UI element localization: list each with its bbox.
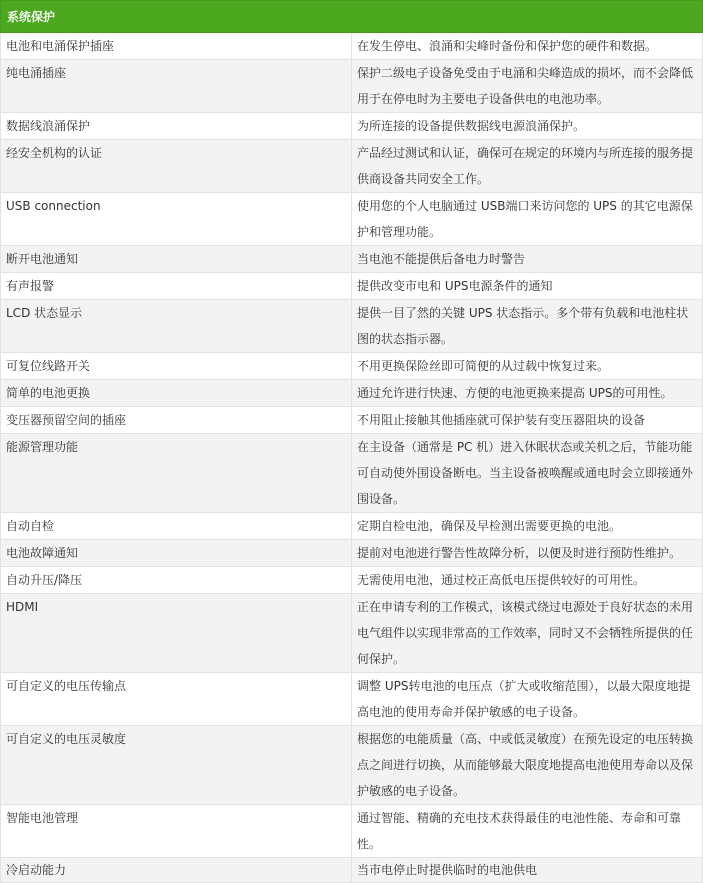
table-row <box>1 567 703 594</box>
feature-name: HDMI <box>1 594 352 673</box>
table-row <box>1 193 703 246</box>
feature-description: 提前对电池进行警告性故障分析，以便及时进行预防性维护。 <box>352 540 703 567</box>
feature-description: 当市电停止时提供临时的电池供电 <box>352 858 703 883</box>
table-row <box>1 540 703 567</box>
feature-name: 变压器预留空间的插座 <box>1 407 352 434</box>
table-row <box>1 858 703 883</box>
feature-description: 定期自检电池，确保及早检测出需要更换的电池。 <box>352 513 703 540</box>
table-row <box>1 353 703 380</box>
table-row <box>1 805 703 858</box>
feature-name: 能源管理功能 <box>1 434 352 513</box>
table-row <box>1 113 703 140</box>
feature-description: 在主设备（通常是 PC 机）进入休眠状态或关机之后，节能功能可自动使外围设备断电。当主设备被唤醒或通电时会立即接通外围设备。 <box>352 434 703 513</box>
feature-description: 正在申请专利的工作模式，该模式绕过电源处于良好状态的未用电气组件以实现非常高的工作效率，同时又不会牺牲所提供的任何保护。 <box>352 594 703 673</box>
feature-name: 电池和电涌保护插座 <box>1 33 352 60</box>
feature-description: 无需使用电池，通过校正高低电压提供较好的可用性。 <box>352 567 703 594</box>
table-row <box>1 380 703 407</box>
table-row <box>1 60 703 113</box>
feature-name: 可自定义的电压灵敏度 <box>1 726 352 805</box>
feature-name: LCD 状态显示 <box>1 300 352 353</box>
feature-name: 简单的电池更换 <box>1 380 352 407</box>
feature-description: 当电池不能提供后备电力时警告 <box>352 246 703 273</box>
table-header-title: 系统保护 <box>1 1 703 33</box>
feature-name: 数据线浪涌保护 <box>1 113 352 140</box>
feature-name: 冷启动能力 <box>1 858 352 883</box>
table-row <box>1 594 703 673</box>
table-row <box>1 33 703 60</box>
feature-name: 智能电池管理 <box>1 805 352 858</box>
feature-description: 根据您的电能质量（高、中或低灵敏度）在预先设定的电压转换点之间进行切换，从而能够最大限度地提高电池使用寿命以及保护敏感的电子设备。 <box>352 726 703 805</box>
feature-name: 经安全机构的认证 <box>1 140 352 193</box>
feature-description: 使用您的个人电脑通过 USB端口来访问您的 UPS 的其它电源保护和管理功能。 <box>352 193 703 246</box>
feature-name: 纯电涌插座 <box>1 60 352 113</box>
table-row <box>1 273 703 300</box>
feature-description: 不用阻止接触其他插座就可保护装有变压器阻块的设备 <box>352 407 703 434</box>
feature-name: 电池故障通知 <box>1 540 352 567</box>
feature-description: 不用更换保险丝即可简便的从过载中恢复过来。 <box>352 353 703 380</box>
feature-description: 提供改变市电和 UPS电源条件的通知 <box>352 273 703 300</box>
table-row <box>1 673 703 726</box>
feature-name: 自动升压/降压 <box>1 567 352 594</box>
feature-description: 通过允许进行快速、方便的电池更换来提高 UPS的可用性。 <box>352 380 703 407</box>
table-row <box>1 407 703 434</box>
feature-description: 保护二级电子设备免受由于电涌和尖峰造成的损坏，而不会降低用于在停电时为主要电子设备供电的电池功率。 <box>352 60 703 113</box>
table-row <box>1 246 703 273</box>
table-row <box>1 513 703 540</box>
feature-name: 可自定义的电压传输点 <box>1 673 352 726</box>
feature-name: 可复位线路开关 <box>1 353 352 380</box>
table-row <box>1 726 703 805</box>
feature-description: 在发生停电、浪涌和尖峰时备份和保护您的硬件和数据。 <box>352 33 703 60</box>
table-row <box>1 434 703 513</box>
table-row <box>1 140 703 193</box>
feature-description: 通过智能、精确的充电技术获得最佳的电池性能、寿命和可靠性。 <box>352 805 703 858</box>
table-row <box>1 300 703 353</box>
feature-description: 提供一目了然的关键 UPS 状态指示。多个带有负载和电池柱状图的状态指示器。 <box>352 300 703 353</box>
feature-description: 调整 UPS转电池的电压点（扩大或收缩范围），以最大限度地提高电池的使用寿命并保护敏感的电子设备。 <box>352 673 703 726</box>
feature-name: 有声报警 <box>1 273 352 300</box>
feature-name: 断开电池通知 <box>1 246 352 273</box>
feature-name: USB connection <box>1 193 352 246</box>
feature-name: 自动自检 <box>1 513 352 540</box>
feature-description: 为所连接的设备提供数据线电源浪涌保护。 <box>352 113 703 140</box>
feature-description: 产品经过测试和认证，确保可在规定的环境内与所连接的服务提供商设备共同安全工作。 <box>352 140 703 193</box>
table-header-row <box>1 1 703 33</box>
